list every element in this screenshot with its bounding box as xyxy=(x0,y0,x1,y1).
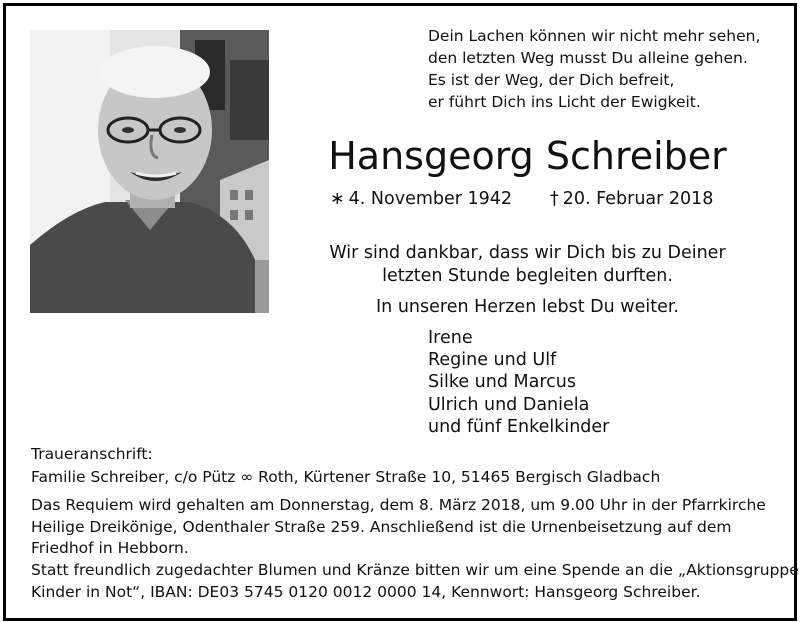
requiem-line: Friedhof in Hebborn. xyxy=(31,539,189,557)
requiem-line: Heilige Dreikönige, Odenthaler Straße 259. Anschließend ist die Urnenbeisetzung auf dem xyxy=(31,517,732,536)
donation-info xyxy=(31,560,799,603)
poem-line: Dein Lachen können wir nicht mehr sehen, xyxy=(428,27,761,45)
birth-date xyxy=(330,187,512,211)
thanks-line: Wir sind dankbar, dass wir Dich bis zu Deiner xyxy=(329,243,726,263)
death-cross-icon: † xyxy=(550,189,559,209)
birth-star-icon: ∗ xyxy=(330,189,345,209)
family-member: Silke und Marcus xyxy=(428,372,576,393)
portrait-photo xyxy=(30,30,269,313)
requiem-line: Das Requiem wird gehalten am Donnerstag, dem 8. März 2018, um 9.00 Uhr in der Pfarrkirche xyxy=(31,496,766,514)
mourning-address: Familie Schreiber, c/o Pütz ∞ Roth, Kürtener Straße 10, 51465 Bergisch Gladbach xyxy=(31,468,661,486)
death-date xyxy=(550,187,713,211)
death-date-text: 20. Februar 2018 xyxy=(562,189,714,209)
poem xyxy=(428,25,778,113)
poem-line: er führt Dich ins Licht der Ewigkeit. xyxy=(428,93,701,111)
thanks-text xyxy=(300,242,755,288)
family-member: Irene xyxy=(428,328,473,348)
family-list xyxy=(428,327,609,438)
deceased-name: Hansgeorg Schreiber xyxy=(328,134,727,178)
family-member: und fünf Enkelkinder xyxy=(428,416,610,437)
hearts-line: In unseren Herzen lebst Du weiter. xyxy=(376,297,679,317)
mourning-address-label: Traueranschrift: xyxy=(31,445,153,463)
donation-line: Statt freundlich zugedachter Blumen und Kränze bitten wir um eine Spende an die „Aktionsgruppe xyxy=(31,561,799,579)
thanks-line: letzten Stunde begleiten durften. xyxy=(382,266,673,286)
birth-date-text: 4. November 1942 xyxy=(348,189,513,209)
family-member: Regine und Ulf xyxy=(428,350,557,371)
donation-line: Kinder in Not“, IBAN: DE03 5745 0120 0012 0000 14, Kennwort: Hansgeorg Schreiber. xyxy=(31,582,701,601)
poem-line: Es ist der Weg, der Dich befreit, xyxy=(428,71,675,89)
requiem-info xyxy=(31,495,774,560)
poem-line: den letzten Weg musst Du alleine gehen. xyxy=(428,49,748,67)
family-member: Ulrich und Daniela xyxy=(428,394,590,415)
